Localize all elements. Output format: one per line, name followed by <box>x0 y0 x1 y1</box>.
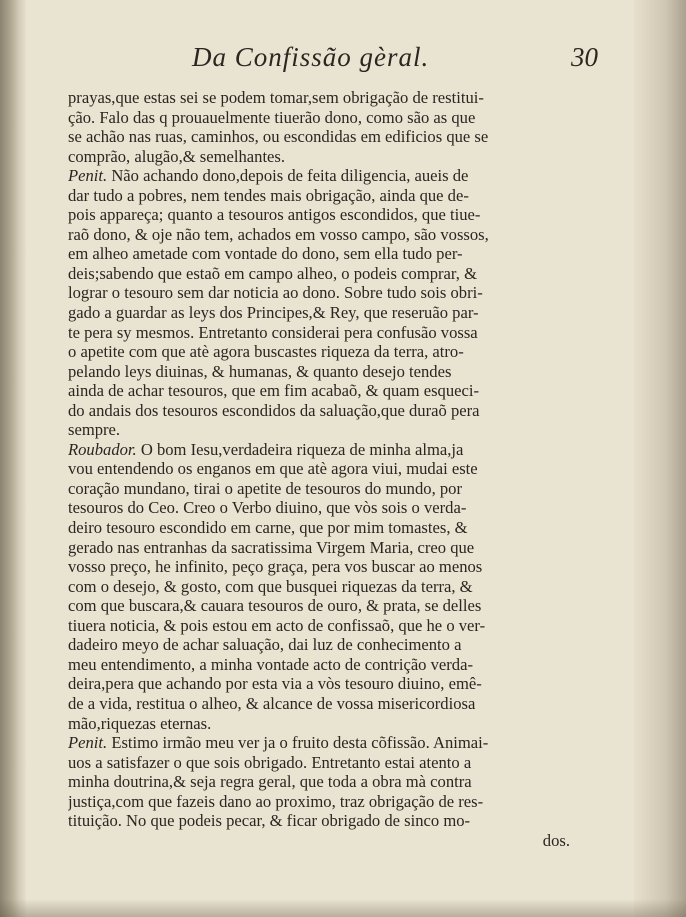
text-line <box>68 674 576 694</box>
text-line <box>68 166 576 186</box>
text-line <box>68 616 576 636</box>
text-line <box>68 596 576 616</box>
line-text: coração mundano, tirai o apetite de tesouros do mundo, por <box>68 478 462 498</box>
line-text: Estimo irmão meu ver ja o fruito desta cõfissão. Animai- <box>107 733 489 753</box>
line-text: em alheo ametade com vontade do dono, sem ella tudo per- <box>68 244 463 264</box>
line-text: vosso preço, he infinito, peço graça, pera vos buscar ao menos <box>68 557 483 577</box>
line-text: pelando leys diuinas, & humanas, & quanto desejo tendes <box>68 361 452 381</box>
text-line <box>68 205 576 225</box>
line-text: do andais dos tesouros escondidos da saluação,que duraõ pera <box>68 400 480 420</box>
line-text: gado a guardar as leys dos Principes,& Rey, que reseruão par- <box>68 303 479 323</box>
running-head <box>52 42 612 82</box>
text-line <box>68 459 576 479</box>
line-text: raõ dono, & oje não tem, achados em vosso campo, são vossos, <box>68 224 489 244</box>
line-text: tituição. No que podeis pecar, & ficar obrigado de sinco mo- <box>68 811 471 831</box>
line-text: mão,riquezas eternas. <box>68 713 212 733</box>
text-line <box>68 108 576 128</box>
line-text: gerado nas entranhas da sacratissima Virgem Maria, creo que <box>68 537 475 557</box>
line-text: ainda de achar tesouros, que em fim acabaõ, & quam esqueci- <box>68 381 479 401</box>
text-line <box>68 772 576 792</box>
speaker-label: Penit. <box>68 166 108 186</box>
text-line <box>68 127 576 147</box>
text-line <box>68 498 576 518</box>
line-text: com o desejo, & gosto, com que busquei riquezas da terra, & <box>68 576 473 596</box>
speaker-label: Roubador. <box>68 439 137 459</box>
text-line <box>68 362 576 382</box>
line-text: ção. Falo das q prouauelmente tiuerão dono, como são as que <box>68 107 476 127</box>
catchword: dos. <box>542 830 570 850</box>
page-content <box>52 30 612 890</box>
text-line <box>68 577 576 597</box>
text-line <box>68 694 576 714</box>
text-line <box>68 381 576 401</box>
text-line <box>68 303 576 323</box>
line-text: deira,pera que achando por esta via a vòs tesouro diuino, emê- <box>68 674 482 694</box>
line-text: te pera sy mesmos. Entretanto considerai pera confusão vossa <box>68 322 478 342</box>
text-line <box>68 283 576 303</box>
line-text: O bom Iesu,verdadeira riqueza de minha alma,ja <box>136 439 464 459</box>
text-line <box>68 733 576 753</box>
line-text: com que buscara,& cauara tesouros de ouro, & prata, se delles <box>68 596 482 616</box>
line-text: sempre. <box>68 420 121 440</box>
running-head-title: Da Confissão gèral. <box>192 42 430 72</box>
text-line <box>68 244 576 264</box>
line-text: lograr o tesouro sem dar noticia ao dono. Sobre tudo sois obri- <box>68 283 483 303</box>
line-text: vou entendendo os enganos em que atè agora viui, mudai este <box>68 459 478 479</box>
text-line <box>68 518 576 538</box>
text-line <box>68 479 576 499</box>
line-text: prayas,que estas sei se podem tomar,sem obrigação de restitui- <box>68 88 484 107</box>
text-line <box>68 264 576 284</box>
text-line <box>68 655 576 675</box>
line-text: de a vida, restitua o alheo, & alcance de vossa misericordiosa <box>68 693 476 713</box>
page-number: 30 <box>571 42 598 72</box>
line-text: meu entendimento, a minha vontade acto de contrição verda- <box>68 654 473 674</box>
line-text: deiro tesouro escondido em carne, que por mim tomastes, & <box>68 518 468 538</box>
text-line <box>68 186 576 206</box>
text-line <box>68 420 576 440</box>
text-line <box>68 557 576 577</box>
line-text: dadeiro meyo de achar saluação, dai luz de conhecimento a <box>68 635 462 655</box>
text-line <box>68 342 576 362</box>
line-text: pois appareça; quanto a tesouros antigos escondidos, que tiue- <box>68 205 481 225</box>
line-text: minha doutrina,& seja regra geral, que toda a obra mà contra <box>68 772 472 792</box>
line-text: se achão nas ruas, caminhos, ou escondidas em edificios que se <box>68 127 489 147</box>
line-text: uos a satisfazer o que sois obrigado. Entretanto estai atento a <box>68 752 472 772</box>
bottom-edge-shadow <box>0 899 686 917</box>
speaker-label: Penit. <box>68 733 108 753</box>
text-line <box>68 88 576 108</box>
line-text: deis;sabendo que estaõ em campo alheo, o podeis comprar, & <box>68 263 477 283</box>
text-line <box>68 225 576 245</box>
page-edge-shadow <box>634 0 686 917</box>
text-line <box>68 635 576 655</box>
body-text <box>68 88 576 850</box>
line-text: tiuera noticia, & pois estou em acto de confissaõ, que he o ver- <box>68 615 486 635</box>
line-text: dar tudo a pobres, nem tendes mais obrigação, ainda que de- <box>68 185 469 205</box>
book-spine-gutter <box>0 0 26 917</box>
line-text: justiça,com que fazeis dano ao proximo, traz obrigação de res- <box>68 791 484 811</box>
line-text: Não achando dono,depois de feita diligencia, aueis de <box>107 166 469 186</box>
text-line <box>68 792 576 812</box>
line-text: o apetite com que atè agora buscastes riqueza da terra, atro- <box>68 342 464 362</box>
text-line <box>68 440 576 460</box>
line-text: tesouros do Ceo. Creo o Verbo diuino, que vòs sois o verda- <box>68 498 467 518</box>
text-line <box>68 401 576 421</box>
text-line <box>68 753 576 773</box>
text-line <box>68 147 576 167</box>
line-text: comprão, alugão,& semelhantes. <box>68 146 286 166</box>
text-line <box>68 811 576 831</box>
text-line <box>68 538 576 558</box>
text-line <box>68 714 576 734</box>
text-line <box>68 323 576 343</box>
